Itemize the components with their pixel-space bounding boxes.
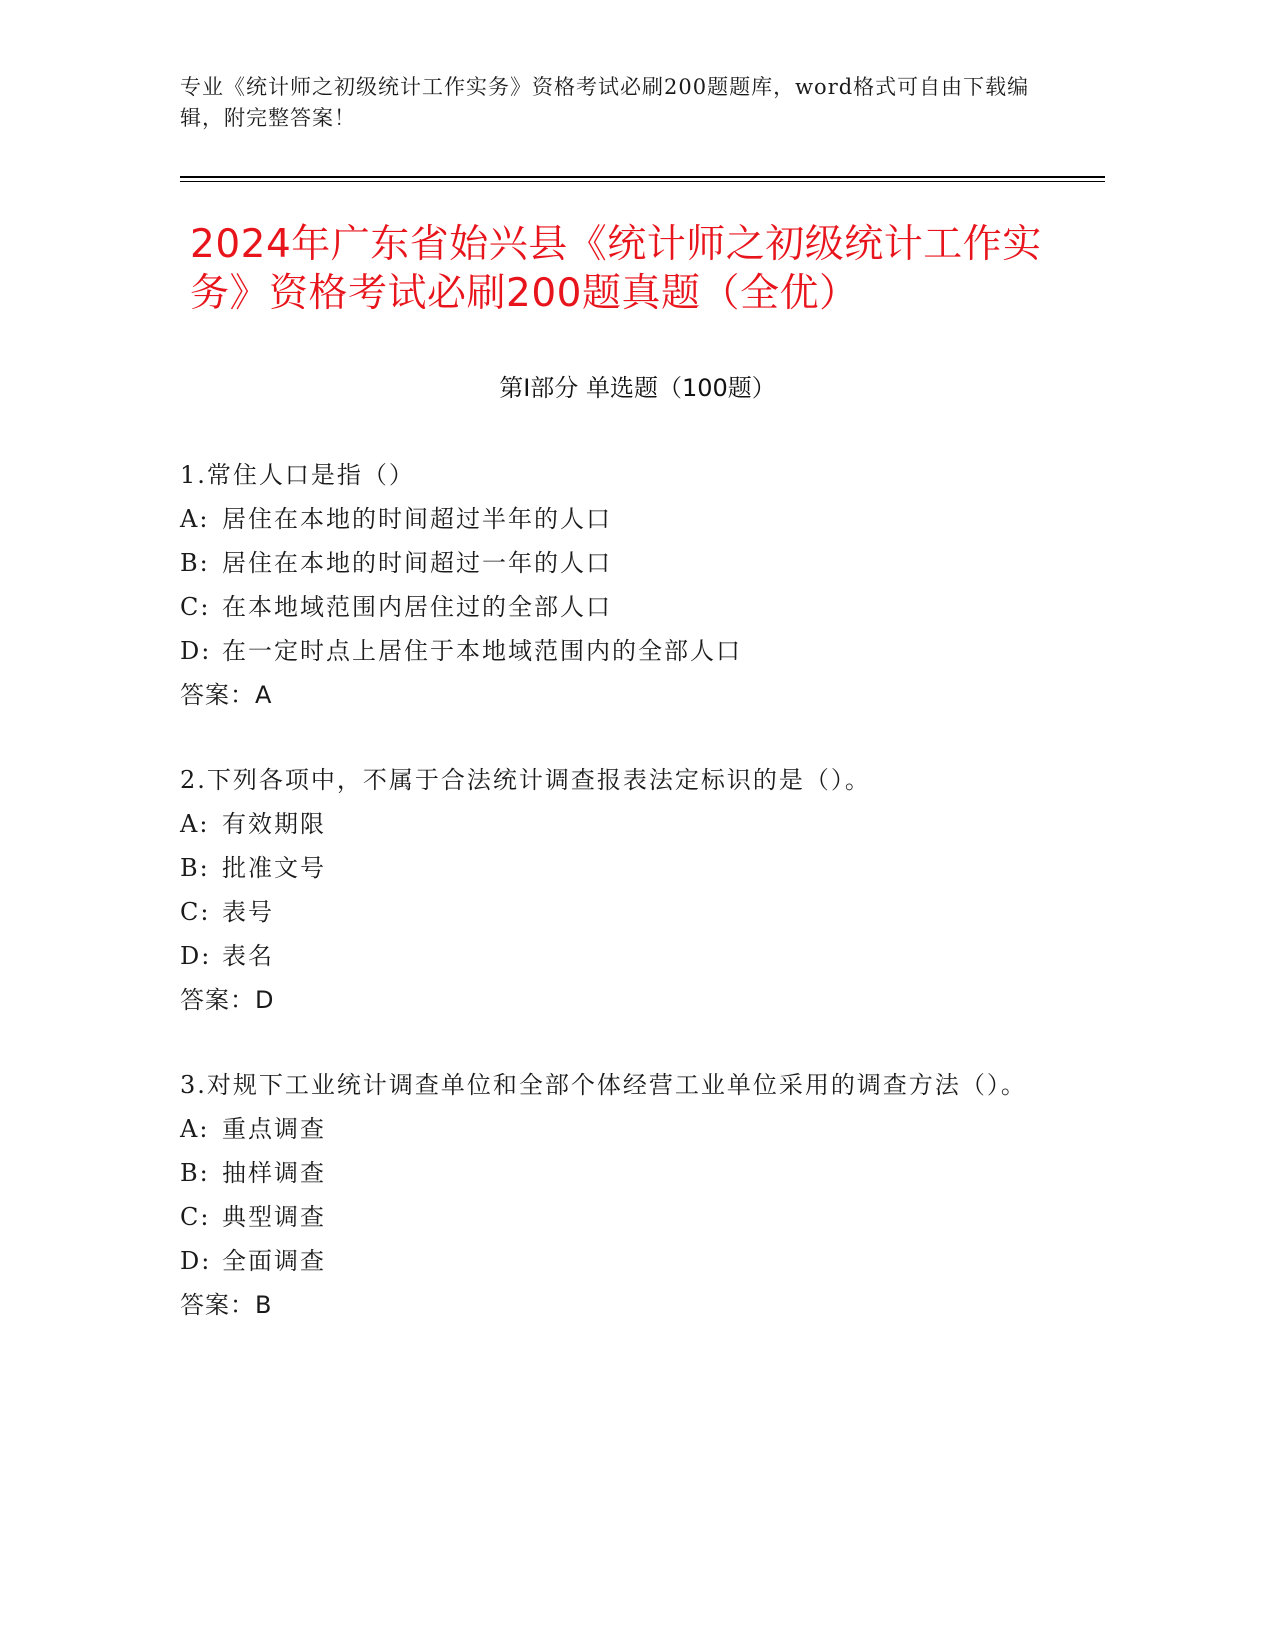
option-key: B: xyxy=(180,1159,210,1187)
option-key: A: xyxy=(180,1115,210,1143)
question-block xyxy=(180,1063,1060,1327)
option-key: D: xyxy=(180,637,212,665)
option-key: C: xyxy=(180,593,211,621)
option-text: 有效期限 xyxy=(222,810,326,838)
option-text: 批准文号 xyxy=(222,854,326,882)
question-stem: 3.对规下工业统计调查单位和全部个体经营工业单位采用的调查方法（）。 xyxy=(180,1071,1027,1099)
option-c xyxy=(180,1195,1060,1239)
option-text: 重点调查 xyxy=(222,1115,326,1143)
option-c xyxy=(180,585,1060,629)
option-key: B: xyxy=(180,854,210,882)
header-note: 专业《统计师之初级统计工作实务》资格考试必刷200题题库，word格式可自由下载编辑，附完整答案！ xyxy=(180,75,1030,130)
option-key: A: xyxy=(180,505,210,533)
option-text: 居住在本地的时间超过半年的人口 xyxy=(222,505,612,533)
option-a xyxy=(180,802,1060,846)
option-d xyxy=(180,629,1060,673)
option-b xyxy=(180,541,1060,585)
option-text: 表号 xyxy=(222,898,274,926)
answer: 答案：B xyxy=(180,1291,273,1319)
option-b xyxy=(180,846,1060,890)
question-stem: 2.下列各项中，不属于合法统计调查报表法定标识的是（）。 xyxy=(180,766,871,794)
option-key: D: xyxy=(180,1247,212,1275)
option-text: 居住在本地的时间超过一年的人口 xyxy=(222,549,612,577)
option-key: C: xyxy=(180,898,211,926)
option-key: C: xyxy=(180,1203,211,1231)
option-d xyxy=(180,934,1060,978)
header-divider-thin xyxy=(180,181,1105,182)
option-a xyxy=(180,1107,1060,1151)
question-block xyxy=(180,453,1060,717)
section-title: 第Ⅰ部分 单选题（100题） xyxy=(499,374,776,402)
option-key: D: xyxy=(180,942,212,970)
option-text: 表名 xyxy=(222,942,274,970)
option-c xyxy=(180,890,1060,934)
header-divider-thick xyxy=(180,176,1105,178)
question-stem: 1.常住人口是指（） xyxy=(180,461,415,489)
option-b xyxy=(180,1151,1060,1195)
option-text: 典型调查 xyxy=(222,1203,326,1231)
answer: 答案：D xyxy=(180,986,275,1014)
option-a xyxy=(180,497,1060,541)
option-key: B: xyxy=(180,549,210,577)
option-text: 全面调查 xyxy=(222,1247,326,1275)
option-text: 在本地域范围内居住过的全部人口 xyxy=(222,593,612,621)
document-title: 2024年广东省始兴县《统计师之初级统计工作实务》资格考试必刷200题真题（全优） xyxy=(190,222,1042,316)
question-block xyxy=(180,758,1060,1022)
option-d xyxy=(180,1239,1060,1283)
option-text: 抽样调查 xyxy=(222,1159,326,1187)
answer: 答案：A xyxy=(180,681,273,709)
option-key: A: xyxy=(180,810,210,838)
option-text: 在一定时点上居住于本地域范围内的全部人口 xyxy=(222,637,742,665)
